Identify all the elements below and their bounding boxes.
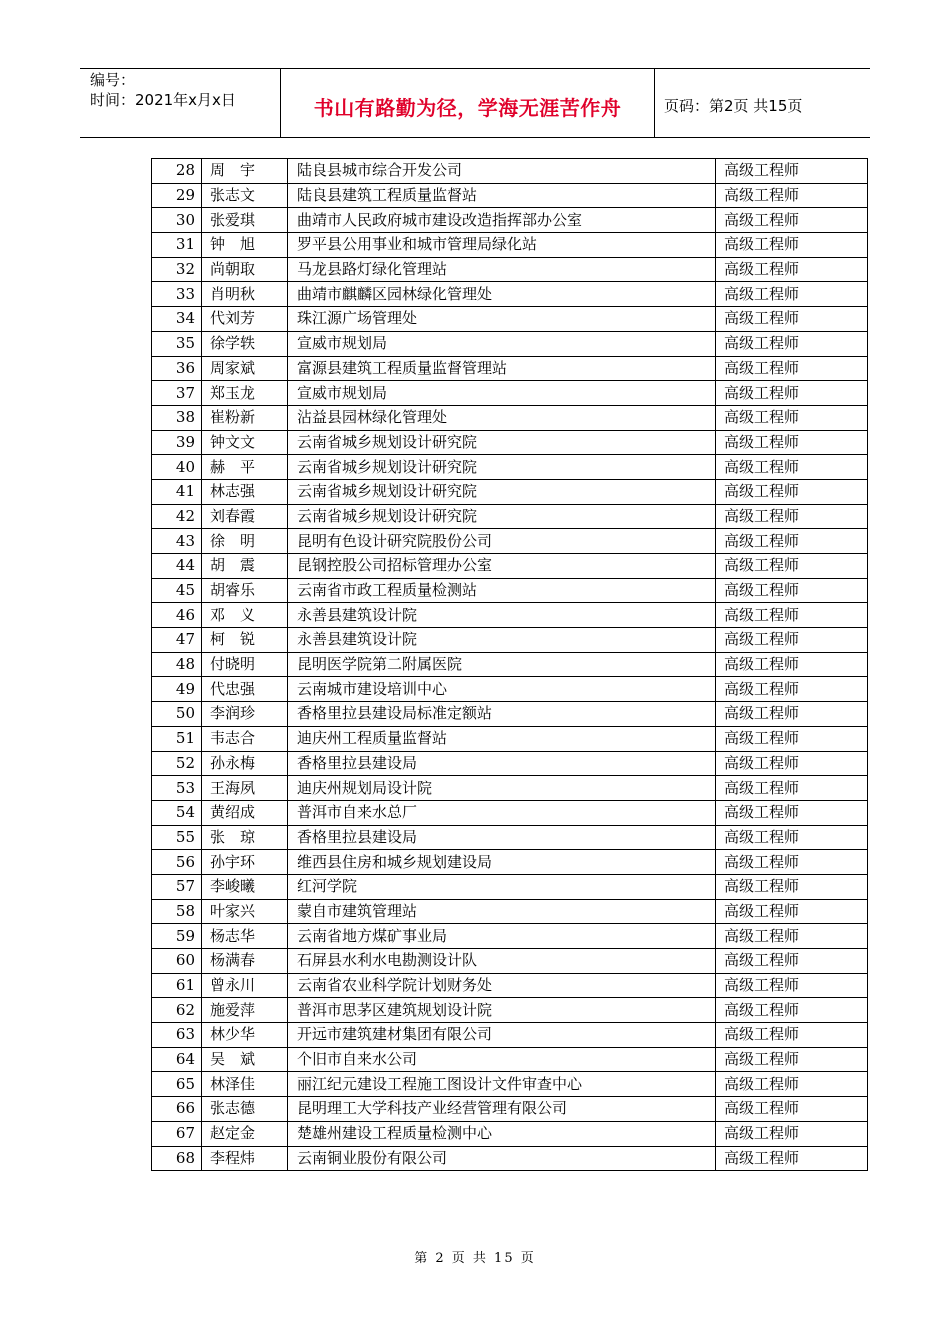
row-number-cell: 52 [152, 751, 202, 776]
table-row [152, 702, 868, 727]
organization-cell: 富源县建筑工程质量监督管理站 [288, 356, 716, 381]
job-title-cell: 高级工程师 [716, 282, 868, 307]
page-header [80, 68, 870, 138]
person-name-cell: 孙宇环 [202, 850, 288, 875]
table-row [152, 430, 868, 455]
row-number-cell: 38 [152, 405, 202, 430]
organization-cell: 昆钢控股公司招标管理办公室 [288, 554, 716, 579]
job-title-cell: 高级工程师 [716, 776, 868, 801]
row-number-cell: 28 [152, 159, 202, 184]
job-title-cell: 高级工程师 [716, 1097, 868, 1122]
job-title-cell: 高级工程师 [716, 430, 868, 455]
organization-cell: 曲靖市麒麟区园林绿化管理处 [288, 282, 716, 307]
job-title-cell: 高级工程师 [716, 257, 868, 282]
job-title-cell: 高级工程师 [716, 307, 868, 332]
row-number-cell: 49 [152, 677, 202, 702]
organization-cell: 昆明有色设计研究院股份公司 [288, 529, 716, 554]
organization-cell: 普洱市思茅区建筑规划设计院 [288, 998, 716, 1023]
table-row [152, 899, 868, 924]
row-number-cell: 46 [152, 603, 202, 628]
organization-cell: 迪庆州规划局设计院 [288, 776, 716, 801]
organization-cell: 丽江纪元建设工程施工图设计文件审查中心 [288, 1072, 716, 1097]
table-row [152, 159, 868, 184]
row-number-cell: 54 [152, 800, 202, 825]
table-row [152, 726, 868, 751]
person-name-cell: 徐学轶 [202, 331, 288, 356]
job-title-cell: 高级工程师 [716, 751, 868, 776]
table-row [152, 282, 868, 307]
job-title-cell: 高级工程师 [716, 183, 868, 208]
person-name-cell: 刘春霞 [202, 504, 288, 529]
job-title-cell: 高级工程师 [716, 554, 868, 579]
person-name-cell: 林志强 [202, 479, 288, 504]
table-row [152, 331, 868, 356]
person-name-cell: 孙永梅 [202, 751, 288, 776]
person-name-cell: 黄绍成 [202, 800, 288, 825]
organization-cell: 沾益县园林绿化管理处 [288, 405, 716, 430]
person-name-cell: 林少华 [202, 1023, 288, 1048]
header-meta [80, 69, 280, 137]
organization-cell: 香格里拉县建设局 [288, 751, 716, 776]
row-number-cell: 56 [152, 850, 202, 875]
table-row [152, 381, 868, 406]
organization-cell: 云南省城乡规划设计研究院 [288, 504, 716, 529]
row-number-cell: 47 [152, 628, 202, 653]
table-row [152, 949, 868, 974]
table-row [152, 1097, 868, 1122]
table-row [152, 924, 868, 949]
job-title-cell: 高级工程师 [716, 702, 868, 727]
person-name-cell: 付晓明 [202, 652, 288, 677]
organization-cell: 陆良县城市综合开发公司 [288, 159, 716, 184]
table-row [152, 825, 868, 850]
job-title-cell: 高级工程师 [716, 1023, 868, 1048]
job-title-cell: 高级工程师 [716, 1047, 868, 1072]
row-number-cell: 55 [152, 825, 202, 850]
table-row [152, 554, 868, 579]
person-name-cell: 柯 锐 [202, 628, 288, 653]
organization-cell: 开远市建筑建材集团有限公司 [288, 1023, 716, 1048]
organization-cell: 楚雄州建设工程质量检测中心 [288, 1121, 716, 1146]
table-row [152, 998, 868, 1023]
organization-cell: 昆明医学院第二附属医院 [288, 652, 716, 677]
row-number-cell: 30 [152, 208, 202, 233]
time-label: 时间：2021年x月x日 [90, 91, 236, 109]
table-row [152, 529, 868, 554]
organization-cell: 马龙县路灯绿化管理站 [288, 257, 716, 282]
job-title-cell: 高级工程师 [716, 159, 868, 184]
row-number-cell: 31 [152, 233, 202, 258]
organization-cell: 云南铜业股份有限公司 [288, 1146, 716, 1171]
organization-cell: 永善县建筑设计院 [288, 603, 716, 628]
row-number-cell: 68 [152, 1146, 202, 1171]
job-title-cell: 高级工程师 [716, 405, 868, 430]
personnel-table [151, 158, 868, 1171]
row-number-cell: 34 [152, 307, 202, 332]
row-number-cell: 37 [152, 381, 202, 406]
row-number-cell: 44 [152, 554, 202, 579]
table-row [152, 307, 868, 332]
organization-cell: 云南省城乡规划设计研究院 [288, 479, 716, 504]
person-name-cell: 张 琼 [202, 825, 288, 850]
organization-cell: 昆明理工大学科技产业经营管理有限公司 [288, 1097, 716, 1122]
organization-cell: 香格里拉县建设局 [288, 825, 716, 850]
person-name-cell: 徐 明 [202, 529, 288, 554]
person-name-cell: 胡 震 [202, 554, 288, 579]
table-row [152, 677, 868, 702]
row-number-cell: 53 [152, 776, 202, 801]
person-name-cell: 李峻曦 [202, 874, 288, 899]
person-name-cell: 周 宇 [202, 159, 288, 184]
person-name-cell: 王海夙 [202, 776, 288, 801]
job-title-cell: 高级工程师 [716, 331, 868, 356]
organization-cell: 普洱市自来水总厂 [288, 800, 716, 825]
person-name-cell: 杨满春 [202, 949, 288, 974]
person-name-cell: 钟 旭 [202, 233, 288, 258]
row-number-cell: 57 [152, 874, 202, 899]
organization-cell: 陆良县建筑工程质量监督站 [288, 183, 716, 208]
row-number-cell: 39 [152, 430, 202, 455]
table-row [152, 603, 868, 628]
organization-cell: 曲靖市人民政府城市建设改造指挥部办公室 [288, 208, 716, 233]
job-title-cell: 高级工程师 [716, 1072, 868, 1097]
job-title-cell: 高级工程师 [716, 603, 868, 628]
row-number-cell: 43 [152, 529, 202, 554]
job-title-cell: 高级工程师 [716, 677, 868, 702]
table-row [152, 850, 868, 875]
organization-cell: 香格里拉县建设局标准定额站 [288, 702, 716, 727]
table-row [152, 874, 868, 899]
job-title-cell: 高级工程师 [716, 356, 868, 381]
table-row [152, 652, 868, 677]
organization-cell: 个旧市自来水公司 [288, 1047, 716, 1072]
row-number-cell: 32 [152, 257, 202, 282]
organization-cell: 云南省市政工程质量检测站 [288, 578, 716, 603]
job-title-cell: 高级工程师 [716, 924, 868, 949]
table-row [152, 1146, 868, 1171]
table-row [152, 578, 868, 603]
person-name-cell: 张爱琪 [202, 208, 288, 233]
table-row [152, 479, 868, 504]
row-number-cell: 63 [152, 1023, 202, 1048]
job-title-cell: 高级工程师 [716, 825, 868, 850]
job-title-cell: 高级工程师 [716, 726, 868, 751]
row-number-cell: 48 [152, 652, 202, 677]
row-number-cell: 35 [152, 331, 202, 356]
row-number-cell: 62 [152, 998, 202, 1023]
row-number-cell: 58 [152, 899, 202, 924]
organization-cell: 云南城市建设培训中心 [288, 677, 716, 702]
job-title-cell: 高级工程师 [716, 874, 868, 899]
table-row [152, 257, 868, 282]
job-title-cell: 高级工程师 [716, 504, 868, 529]
person-name-cell: 曾永川 [202, 973, 288, 998]
job-title-cell: 高级工程师 [716, 233, 868, 258]
job-title-cell: 高级工程师 [716, 800, 868, 825]
person-name-cell: 钟文文 [202, 430, 288, 455]
header-divider [654, 69, 655, 137]
job-title-cell: 高级工程师 [716, 949, 868, 974]
row-number-cell: 40 [152, 455, 202, 480]
job-title-cell: 高级工程师 [716, 652, 868, 677]
table-row [152, 1121, 868, 1146]
row-number-cell: 29 [152, 183, 202, 208]
person-name-cell: 周家斌 [202, 356, 288, 381]
header-motto: 书山有路勤为径，学海无涯苦作舟 [313, 95, 622, 120]
organization-cell: 石屏县水利水电勘测设计队 [288, 949, 716, 974]
row-number-cell: 51 [152, 726, 202, 751]
person-name-cell: 韦志合 [202, 726, 288, 751]
row-number-cell: 65 [152, 1072, 202, 1097]
table-row [152, 800, 868, 825]
table-row [152, 776, 868, 801]
person-name-cell: 郑玉龙 [202, 381, 288, 406]
organization-cell: 蒙自市建筑管理站 [288, 899, 716, 924]
person-name-cell: 杨志华 [202, 924, 288, 949]
row-number-cell: 42 [152, 504, 202, 529]
row-number-cell: 33 [152, 282, 202, 307]
person-name-cell: 邓 义 [202, 603, 288, 628]
person-name-cell: 崔粉新 [202, 405, 288, 430]
organization-cell: 维西县住房和城乡规划建设局 [288, 850, 716, 875]
job-title-cell: 高级工程师 [716, 578, 868, 603]
table-row [152, 405, 868, 430]
table-row [152, 628, 868, 653]
person-name-cell: 代忠强 [202, 677, 288, 702]
table-row [152, 1072, 868, 1097]
job-title-cell: 高级工程师 [716, 479, 868, 504]
row-number-cell: 64 [152, 1047, 202, 1072]
row-number-cell: 61 [152, 973, 202, 998]
row-number-cell: 60 [152, 949, 202, 974]
page-footer: 第 2 页 共 15 页 [414, 1251, 536, 1266]
job-title-cell: 高级工程师 [716, 1121, 868, 1146]
person-name-cell: 叶家兴 [202, 899, 288, 924]
table-row [152, 751, 868, 776]
person-name-cell: 张志文 [202, 183, 288, 208]
table-row [152, 183, 868, 208]
table-row [152, 208, 868, 233]
table-row [152, 504, 868, 529]
organization-cell: 云南省农业科学院计划财务处 [288, 973, 716, 998]
job-title-cell: 高级工程师 [716, 850, 868, 875]
person-name-cell: 赵定金 [202, 1121, 288, 1146]
organization-cell: 珠江源广场管理处 [288, 307, 716, 332]
job-title-cell: 高级工程师 [716, 208, 868, 233]
row-number-cell: 36 [152, 356, 202, 381]
number-label: 编号： [90, 71, 136, 89]
table-row [152, 1023, 868, 1048]
table-row [152, 1047, 868, 1072]
row-number-cell: 59 [152, 924, 202, 949]
table-row [152, 455, 868, 480]
organization-cell: 宣威市规划局 [288, 331, 716, 356]
organization-cell: 罗平县公用事业和城市管理局绿化站 [288, 233, 716, 258]
table-row [152, 356, 868, 381]
person-name-cell: 施爱萍 [202, 998, 288, 1023]
row-number-cell: 45 [152, 578, 202, 603]
person-name-cell: 吴 斌 [202, 1047, 288, 1072]
person-name-cell: 尚朝取 [202, 257, 288, 282]
job-title-cell: 高级工程师 [716, 455, 868, 480]
person-name-cell: 张志德 [202, 1097, 288, 1122]
table-row [152, 233, 868, 258]
organization-cell: 永善县建筑设计院 [288, 628, 716, 653]
job-title-cell: 高级工程师 [716, 381, 868, 406]
organization-cell: 云南省城乡规划设计研究院 [288, 455, 716, 480]
header-page-info: 页码：第2页 共15页 [664, 96, 803, 115]
row-number-cell: 67 [152, 1121, 202, 1146]
person-name-cell: 胡睿乐 [202, 578, 288, 603]
row-number-cell: 50 [152, 702, 202, 727]
table-row [152, 973, 868, 998]
table-body [152, 159, 868, 1171]
organization-cell: 云南省地方煤矿事业局 [288, 924, 716, 949]
person-name-cell: 赫 平 [202, 455, 288, 480]
organization-cell: 红河学院 [288, 874, 716, 899]
organization-cell: 宣威市规划局 [288, 381, 716, 406]
job-title-cell: 高级工程师 [716, 899, 868, 924]
person-name-cell: 代刘芳 [202, 307, 288, 332]
row-number-cell: 66 [152, 1097, 202, 1122]
person-name-cell: 肖明秋 [202, 282, 288, 307]
row-number-cell: 41 [152, 479, 202, 504]
person-name-cell: 李润珍 [202, 702, 288, 727]
job-title-cell: 高级工程师 [716, 973, 868, 998]
organization-cell: 迪庆州工程质量监督站 [288, 726, 716, 751]
person-name-cell: 李程炜 [202, 1146, 288, 1171]
job-title-cell: 高级工程师 [716, 998, 868, 1023]
job-title-cell: 高级工程师 [716, 1146, 868, 1171]
job-title-cell: 高级工程师 [716, 529, 868, 554]
job-title-cell: 高级工程师 [716, 628, 868, 653]
organization-cell: 云南省城乡规划设计研究院 [288, 430, 716, 455]
person-name-cell: 林泽佳 [202, 1072, 288, 1097]
